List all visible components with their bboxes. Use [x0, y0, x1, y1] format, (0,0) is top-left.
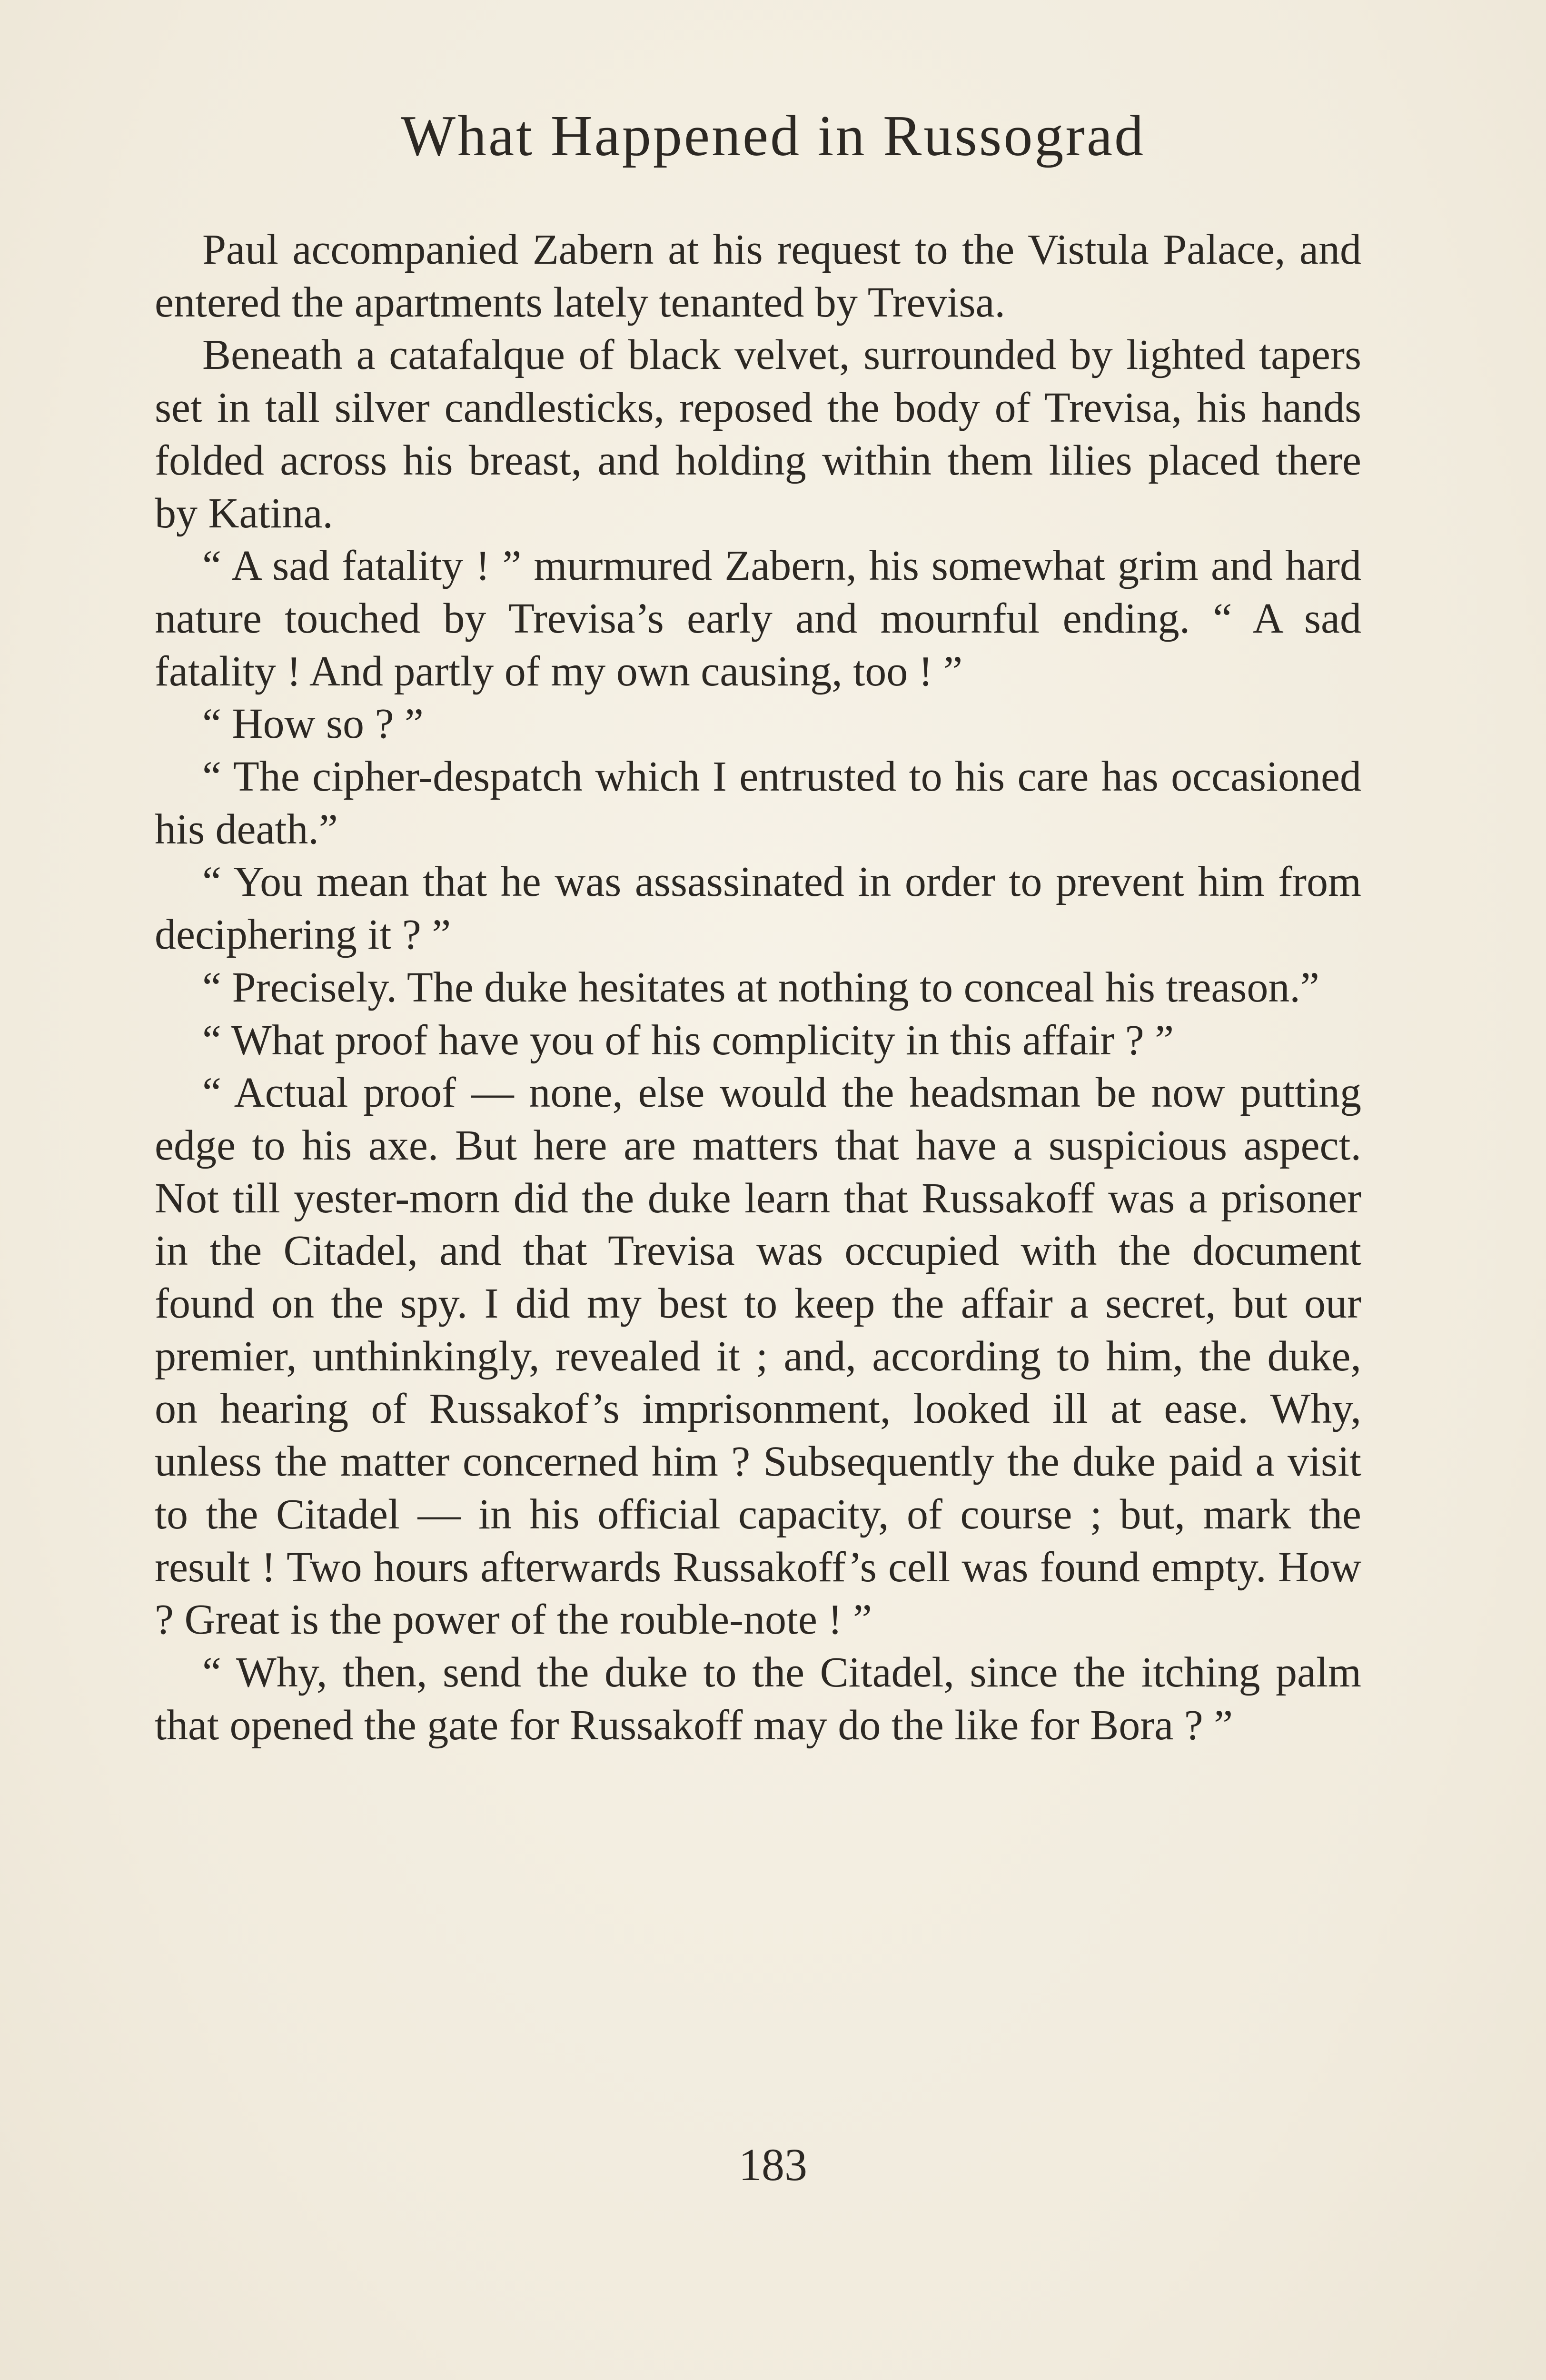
- paragraph: “ The cipher-despatch which I entrusted to his care has occasioned his death.”: [155, 753, 1361, 853]
- paragraph: “ Actual proof — none, else would the headsman be now putting edge to his axe. But here are matters that have a suspicious aspect. Not till yester-morn did the duke learn that Russakoff was a prisoner in the Citadel, and that Trevisa was occupied with the document found on the spy. I did my best to keep the affair a secret, but our premier, unthinkingly, revealed it ; and, according to him, the duke, on hearing of Russakof’s imprisonment, looked ill at ease. Why, unless the matter concerned him ? Subsequently the duke paid a visit to the Citadel — in his official capacity, of course ; but, mark the result ! Two hours afterwards Russakoff’s cell was found empty. How ? Great is the power of the rouble-note ! ”: [155, 1069, 1361, 1644]
- body-text: [155, 224, 1361, 1752]
- paragraph: “ Why, then, send the duke to the Citadel, since the itching palm that opened the gate for Russakoff may do the like for Bora ? ”: [155, 1648, 1361, 1749]
- paragraph: Paul accompanied Zabern at his request to the Vistula Palace, and entered the apartments lately tenanted by Trevisa.: [155, 226, 1361, 326]
- page-number: 183: [739, 2139, 807, 2190]
- paragraph: “ What proof have you of his complicity in this affair ? ”: [202, 1016, 1174, 1064]
- paragraph: “ A sad fatality ! ” murmured Zabern, his somewhat grim and hard nature touched by Trevisa’s early and mournful ending. “ A sad fatality ! And partly of my own causing, too ! ”: [155, 542, 1361, 695]
- paragraph: Beneath a catafalque of black velvet, surrounded by lighted tapers set in tall silver candlesticks, reposed the body of Trevisa, his hands folded across his breast, and holding within them lilies placed there by Katina.: [155, 331, 1361, 537]
- paragraph: “ How so ? ”: [202, 700, 424, 748]
- running-head: What Happened in Russograd: [400, 104, 1146, 168]
- paragraph: “ Precisely. The duke hesitates at nothing to conceal his treason.”: [202, 963, 1319, 1011]
- paragraph: “ You mean that he was assassinated in order to prevent him from deciphering it ? ”: [155, 858, 1361, 959]
